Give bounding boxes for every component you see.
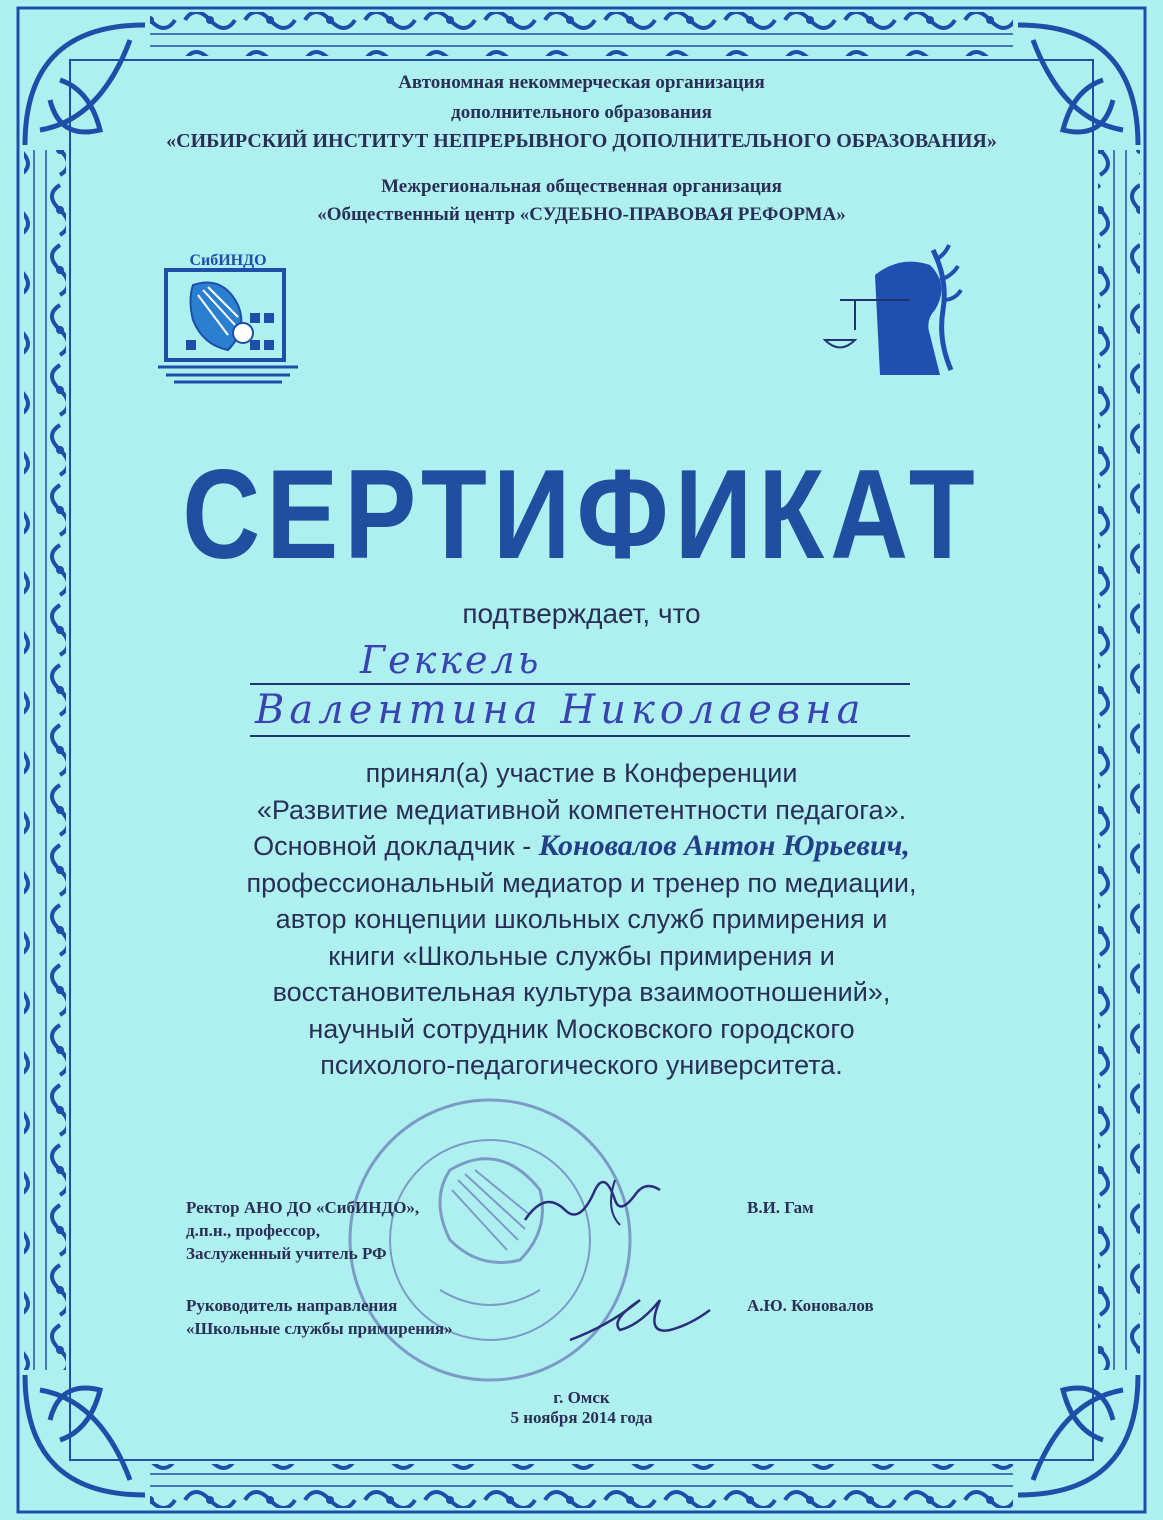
org1-line1: Автономная некоммерческая организация: [398, 72, 765, 93]
speaker-line: [100, 828, 1063, 865]
rector-block: [186, 1196, 419, 1265]
rector-degree: д.п.н., профессор,: [186, 1221, 320, 1240]
speaker-prefix: Основной докладчик -: [253, 831, 539, 861]
legal-reform-logo: [815, 240, 965, 390]
recipient-name: Валентина Николаевна: [255, 687, 866, 733]
recipient-surname: Геккель: [360, 638, 542, 682]
body-line: книги «Школьные службы примирения и: [328, 940, 835, 971]
footer-city: г. Омск: [553, 1388, 610, 1407]
body-line: научный сотрудник Московского городского: [308, 1013, 855, 1044]
rector-name: В.И. Гам: [747, 1198, 814, 1217]
conference-title: «Развитие медиативной компетентности педагога».: [256, 794, 907, 825]
body-line: принял(а) участие в Конференции: [365, 758, 798, 788]
head-title: Руководитель направления: [186, 1296, 398, 1315]
body-line: профессиональный медиатор и тренер по медиации,: [246, 867, 917, 898]
head-block: [186, 1294, 453, 1340]
rector-title: Ректор АНО ДО «СибИНДО»,: [186, 1198, 420, 1217]
surname-underline: [250, 683, 910, 685]
certificate-title: СЕРТИФИКАТ: [182, 442, 981, 586]
name-underline: [250, 735, 910, 737]
head-direction: «Школьные службы примирения»: [186, 1319, 453, 1338]
speaker-name: Коновалов Антон Юрьевич: [538, 829, 903, 862]
sibindo-logo: [158, 245, 298, 385]
body-line: восстановительная культура взаимоотношений»,: [272, 977, 891, 1007]
rector-honor: Заслуженный учитель РФ: [186, 1244, 387, 1263]
speaker-suffix: ,: [902, 829, 910, 862]
footer-date: 5 ноября 2014 года: [510, 1408, 653, 1427]
org1-line3: «СИБИРСКИЙ ИНСТИТУТ НЕПРЕРЫВНОГО ДОПОЛНИТЕЛЬНОГО ОБРАЗОВАНИЯ»: [166, 130, 997, 152]
rector-signature: [520, 1160, 680, 1240]
confirms-text: подтверждает, что: [462, 598, 701, 629]
sibindo-logo-label: СибИНДО: [189, 252, 267, 269]
head-signature: [560, 1270, 720, 1350]
org2-line1: Межрегиональная общественная организация: [381, 176, 782, 197]
head-name: А.Ю. Коновалов: [747, 1296, 874, 1315]
certificate-body: [100, 755, 1063, 1084]
body-line: автор концепции школьных служб примирения и: [275, 904, 888, 934]
body-line: психолого-педагогического университета.: [320, 1050, 843, 1080]
org1-line2: дополнительного образования: [451, 102, 712, 123]
org2-line2: «Общественный центр «СУДЕБНО-ПРАВОВАЯ РЕФОРМА»: [317, 204, 846, 225]
